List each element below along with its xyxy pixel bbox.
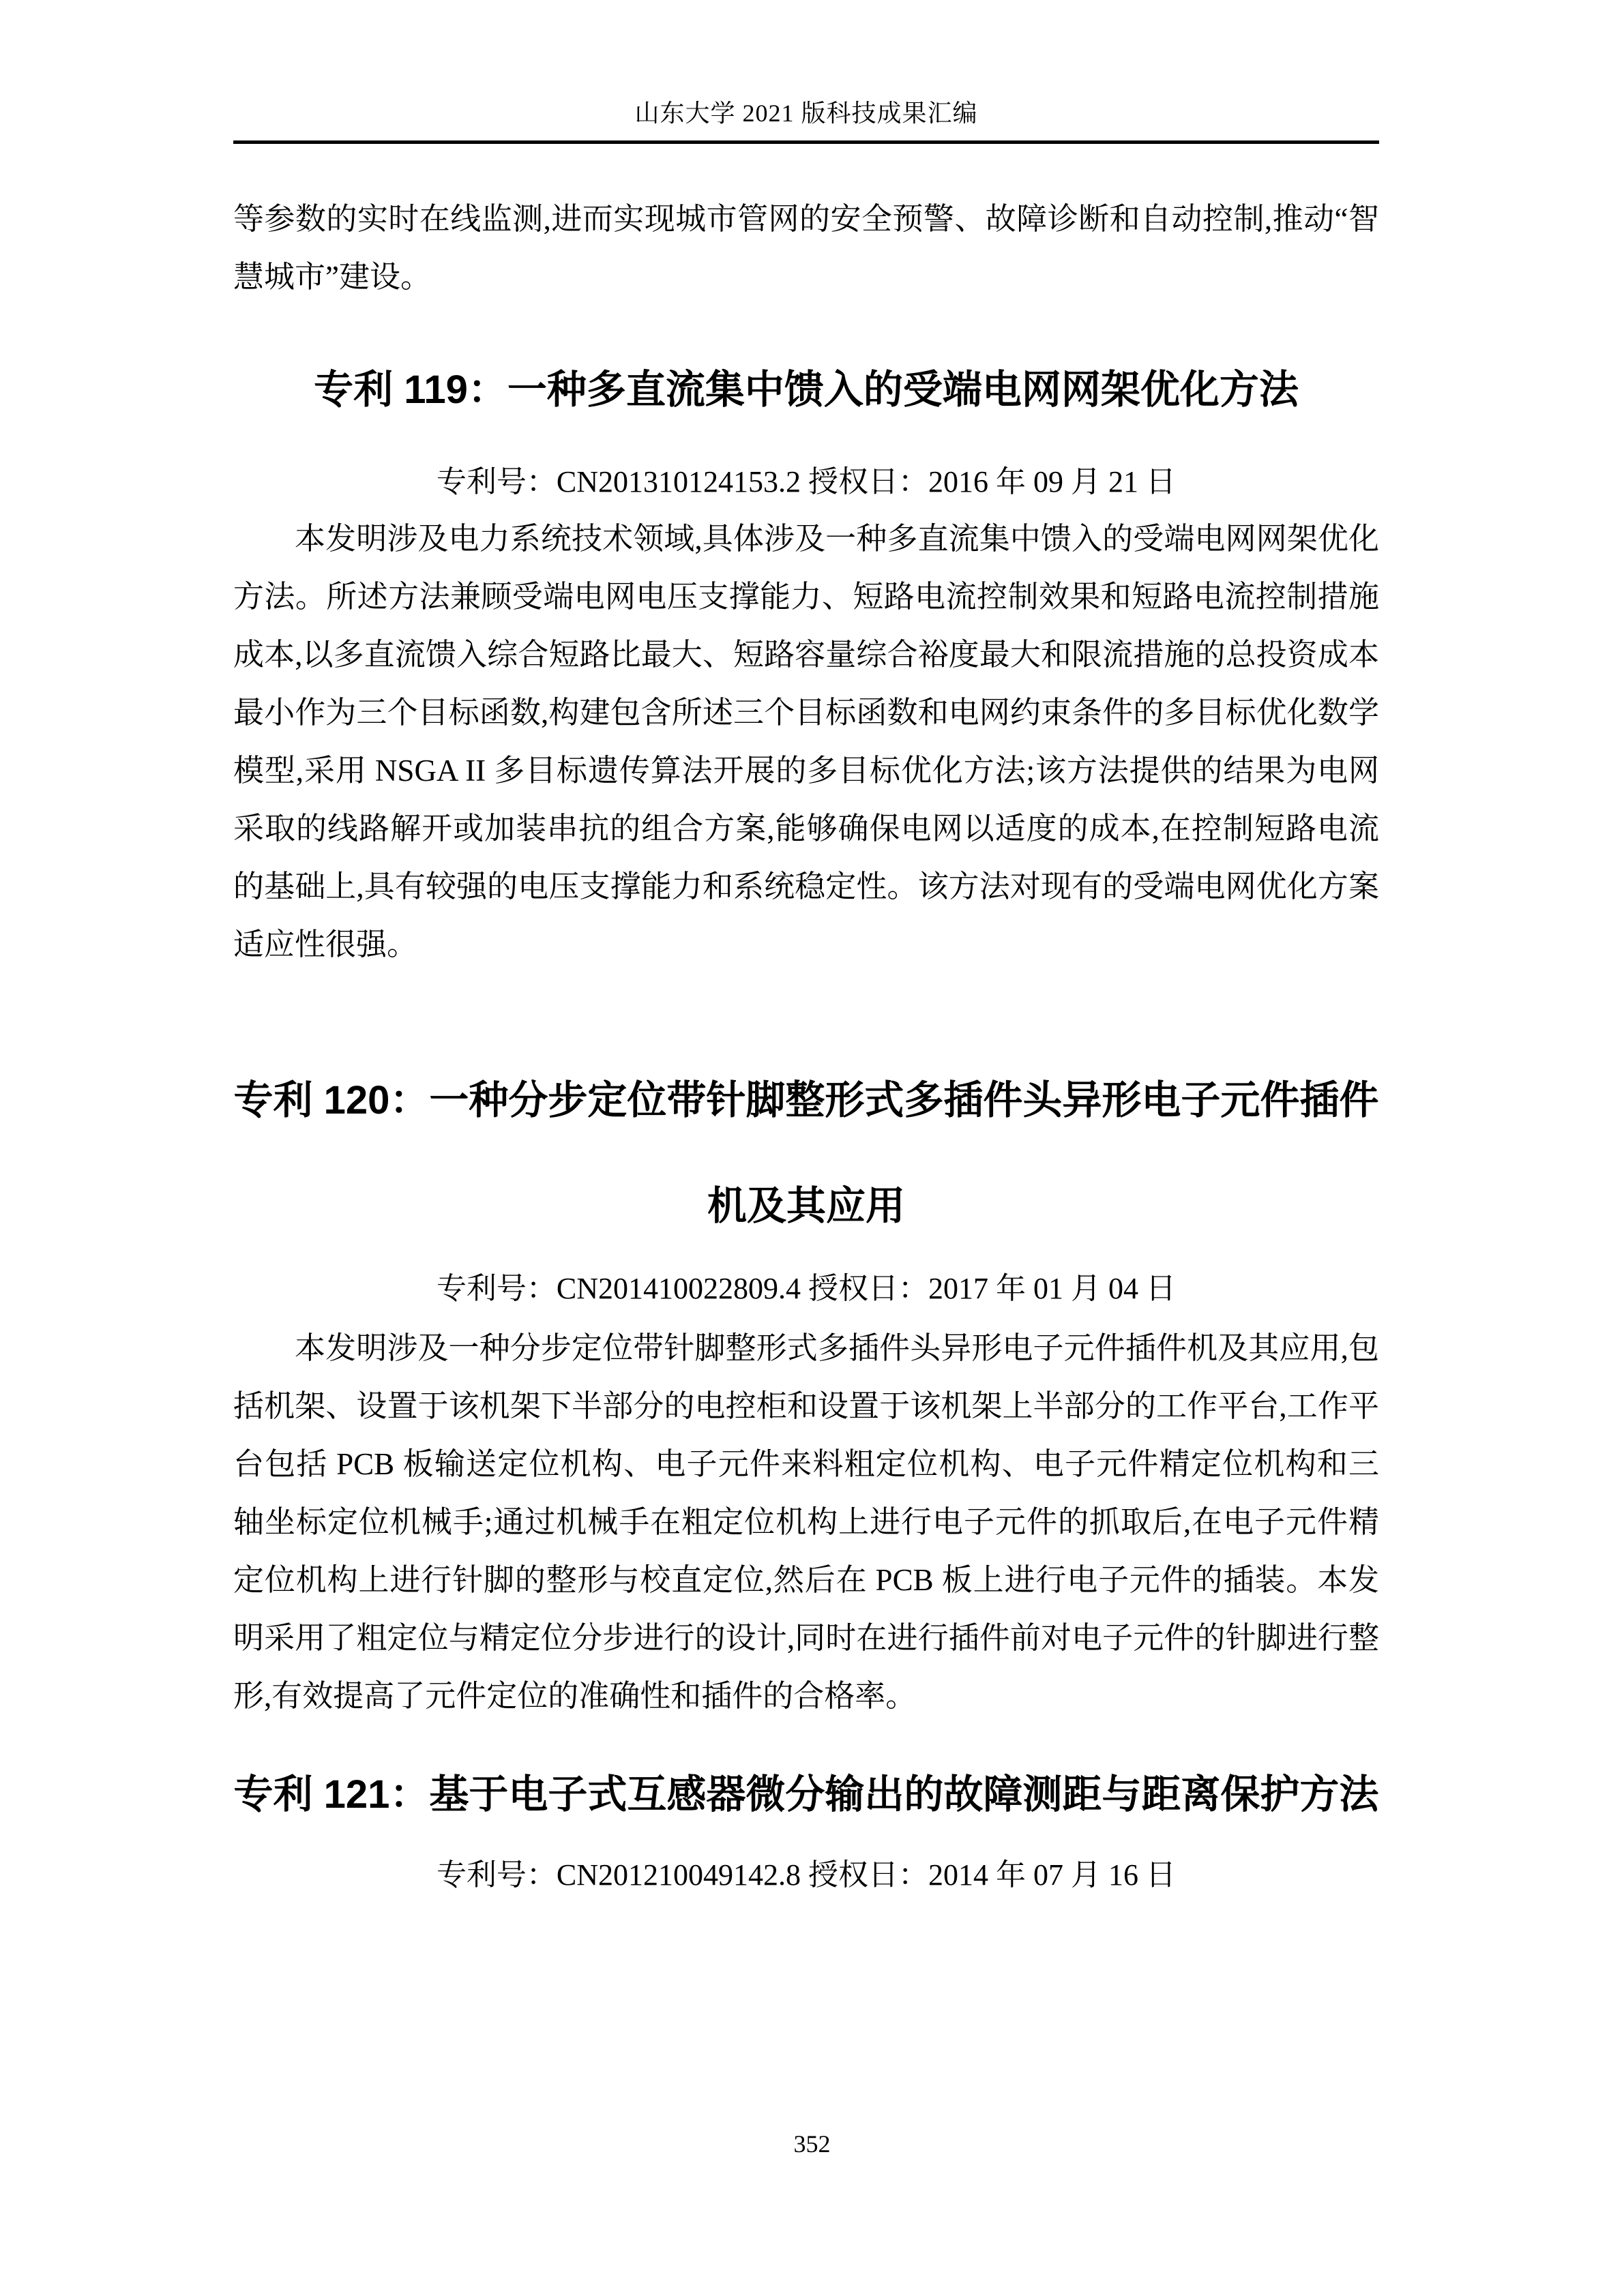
header-rule	[233, 140, 1379, 144]
patent-121-number-line: 专利号：CN201210049142.8 授权日：2014 年 07 月 16 日	[436, 1858, 1177, 1892]
patent-section-119	[233, 337, 1379, 974]
patent-119-abstract: 本发明涉及电力系统技术领域,具体涉及一种多直流集中馈入的受端电网网架优化方法。所述方法兼顾受端电网电压支撑能力、短路电流控制效果和短路电流控制措施成本,以多直流馈入综合短路比最大、短路容量综合裕度最大和限流措施的总投资成本最小作为三个目标函数,构建包含所述三个目标函数和电网约束条件的多目标优化数学模型,采用 NSGA II 多目标遗传算法开展的多目标优化方法;该方法提供的结果为电网采取的线路解开或加装串抗的组合方案,能够确保电网以适度的成本,在控制短路电流的基础上,具有较强的电压支撑能力和系统稳定性。该方法对现有的受端电网优化方案适应性很强。	[233, 522, 1379, 961]
patent-119-number-line: 专利号：CN201310124153.2 授权日：2016 年 09 月 21 日	[436, 465, 1177, 498]
patent-121-heading: 专利 121：基于电子式互感器微分输出的故障测距与距离保护方法	[233, 1772, 1379, 1817]
intro-continuation-paragraph: 等参数的实时在线监测,进而实现城市管网的安全预警、故障诊断和自动控制,推动“智慧城市”建设。	[233, 202, 1379, 294]
patent-section-121	[233, 1742, 1379, 1896]
patent-120-number-line: 专利号：CN201410022809.4 授权日：2017 年 01 月 04 日	[436, 1272, 1177, 1305]
patent-119-heading: 专利 119：一种多直流集中馈入的受端电网网架优化方法	[314, 368, 1299, 412]
patent-section-120	[233, 1047, 1379, 1725]
page-number: 352	[793, 2130, 831, 2158]
patent-120-heading: 专利 120：一种分步定位带针脚整形式多插件头异形电子元件插件机及其应用	[233, 1078, 1379, 1228]
patent-120-abstract: 本发明涉及一种分步定位带针脚整形式多插件头异形电子元件插件机及其应用,包括机架、设置于该机架下半部分的电控柜和设置于该机架上半部分的工作平台,工作平台包括 PCB 板输送定位机构、电子元件来料粗定位机构、电子元件精定位机构和三轴坐标定位机械手;通过机械手在粗定位机构上进行电子元件的抓取后,在电子元件精定位机构上进行针脚的整形与校直定位,然后在 PCB 板上进行电子元件的插装。本发明采用了粗定位与精定位分步进行的设计,同时在进行插件前对电子元件的针脚进行整形,有效提高了元件定位的准确性和插件的合格率。	[233, 1331, 1379, 1713]
page-header-title: 山东大学 2021 版科技成果汇编	[634, 100, 978, 127]
